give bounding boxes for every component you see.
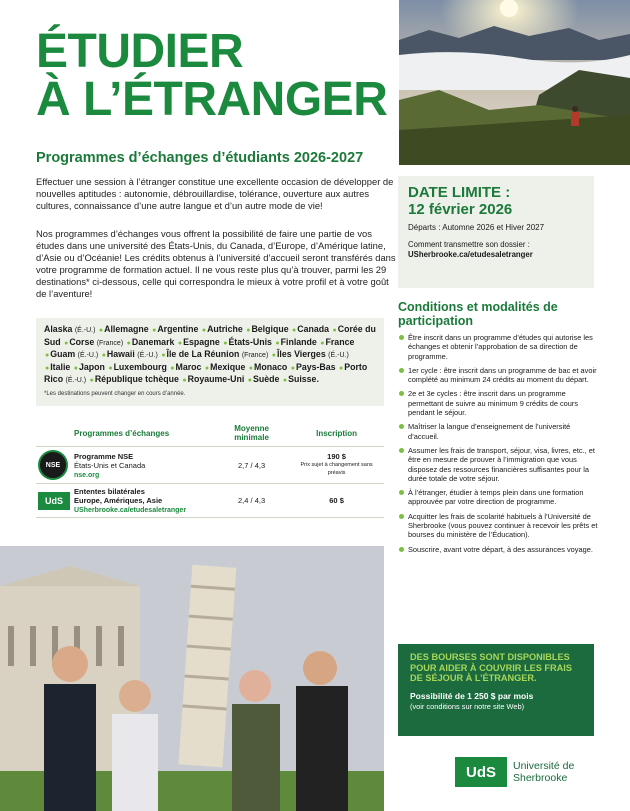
table-row	[36, 447, 384, 484]
destination-suffix: (É.-U.)	[65, 377, 87, 385]
destination-name: Luxembourg	[113, 361, 167, 372]
students-pisa-photo	[0, 546, 384, 811]
condition-item: Maîtriser la langue d’enseignement de l’université d’accueil.	[398, 422, 598, 441]
scholarship-box	[398, 644, 594, 736]
separator-dot-icon: ●	[89, 377, 94, 385]
destination-suffix: (É.-U.)	[74, 327, 96, 334]
separator-dot-icon: ●	[246, 327, 251, 334]
separator-dot-icon: ●	[73, 364, 78, 372]
scholarship-title: DES BOURSES SONT DISPONIBLES POUR AIDER À COUVRIR LES FRAIS DE SÉJOUR À L’ÉTRANGER.	[410, 652, 572, 683]
deadline-link[interactable]: USherbrooke.ca/etudesaletranger	[408, 250, 533, 259]
destination-name: Autriche	[207, 324, 243, 334]
destination-name: Canada	[297, 324, 330, 334]
deadline-box	[398, 176, 594, 288]
separator-dot-icon: ●	[152, 327, 157, 334]
program-region: États-Unis et Canada	[74, 460, 146, 470]
departures-text: Départs : Automne 2026 et Hiver 2027	[408, 223, 545, 232]
deadline-label: DATE LIMITE :	[408, 184, 511, 201]
intro-paragraph-1: Effectuer une session à l’étranger constitue une excellente occasion de développer de nouvelles aptitudes : autonomie, débrouillardise, tolérance, ouverture aux autres cultures, connaissance d’une autre langue et d’un autre mode de vie!	[36, 176, 394, 211]
separator-dot-icon: ●	[248, 364, 254, 372]
destination-suffix: (É.-U.)	[328, 352, 349, 360]
program-name: Programme NSE	[74, 451, 134, 461]
separator-dot-icon: ●	[101, 352, 106, 360]
scholarship-note: (voir conditions sur notre site Web)	[410, 701, 525, 711]
separator-dot-icon: ●	[45, 352, 50, 360]
university-name-line-2: Sherbrooke	[513, 772, 568, 784]
destination-name: Monaco	[254, 361, 288, 372]
destination-suffix: (France)	[241, 352, 269, 360]
separator-dot-icon: ●	[98, 327, 104, 334]
separator-dot-icon: ●	[292, 327, 297, 334]
separator-dot-icon: ●	[223, 339, 228, 347]
separator-dot-icon: ●	[182, 377, 187, 385]
destination-name: France	[325, 336, 355, 347]
title-line-1: ÉTUDIER	[36, 25, 244, 78]
uds-small-logo: UdS	[38, 492, 70, 510]
conditions-title: Conditions et modalités de participation	[398, 300, 558, 328]
separator-dot-icon: ●	[45, 364, 50, 372]
separator-dot-icon: ●	[290, 364, 295, 372]
condition-item: Être inscrit dans un programme d’études qui autorise les échanges et obtenir l’approbation de sa direction de programme.	[398, 333, 598, 361]
destination-name: République tchèque	[94, 374, 179, 385]
university-name-line-1: Université de	[513, 760, 575, 772]
table-row	[36, 484, 384, 518]
destination-name: Allemagne	[104, 324, 149, 334]
destination-name: Suisse.	[288, 374, 319, 385]
destination-name: Alaska	[44, 324, 73, 334]
destination-name: Hawaii	[106, 349, 135, 360]
separator-dot-icon: ●	[339, 364, 344, 372]
program-fee: 60 $	[329, 495, 344, 505]
destination-name: Corse	[69, 336, 95, 347]
separator-dot-icon: ●	[247, 377, 252, 385]
page-title	[36, 25, 396, 126]
condition-item: 1er cycle : être inscrit dans un programme de bac et avoir complété au minimum 24 crédits au moment du départ.	[398, 366, 598, 385]
separator-dot-icon: ●	[161, 352, 166, 360]
nse-logo: NSE	[38, 450, 68, 480]
program-average: 2,4 / 4,3	[214, 484, 289, 518]
destination-name: Italie	[50, 361, 71, 372]
separator-dot-icon: ●	[201, 327, 207, 334]
destination-name: Île de La Réunion	[166, 349, 240, 360]
header-average: Moyenne minimale	[214, 420, 289, 447]
destination-name: Îles Vierges	[276, 349, 326, 360]
mountain-photo	[399, 0, 630, 165]
destination-name: États-Unis	[228, 336, 272, 347]
separator-dot-icon: ●	[271, 352, 276, 360]
separator-dot-icon: ●	[177, 339, 183, 347]
destination-name: Mexique	[210, 361, 246, 372]
scholarship-amount: Possibilité de 1 250 $ par mois	[410, 690, 534, 701]
destination-name: Royaume-Uni	[187, 374, 245, 385]
condition-item: À l’étranger, étudier à temps plein dans une formation approuvée par votre direction de programme.	[398, 488, 598, 507]
destination-name: Pays-Bas	[295, 361, 336, 372]
header-fee: Inscription	[289, 420, 384, 447]
destination-suffix: (É.-U.)	[137, 352, 158, 360]
program-average: 2,7 / 4,3	[214, 447, 289, 484]
programs-table	[36, 420, 384, 518]
destination-name: Guam	[50, 349, 76, 360]
destination-name: Porto Rico	[44, 361, 368, 385]
destination-name: Belgique	[251, 324, 289, 334]
destinations-note: *Les destinations peuvent changer en cours d’année.	[44, 391, 186, 397]
separator-dot-icon: ●	[332, 327, 337, 334]
destination-name: Finlande	[280, 336, 317, 347]
destination-name: Corée du Sud	[44, 324, 376, 347]
destination-name: Argentine	[157, 324, 199, 334]
separator-dot-icon: ●	[170, 364, 175, 372]
separator-dot-icon: ●	[320, 339, 325, 347]
destination-name: Suède	[252, 374, 280, 385]
conditions-list	[398, 333, 598, 559]
destination-suffix: (É.-U.)	[77, 352, 99, 360]
deadline-date: 12 février 2026	[408, 201, 513, 218]
condition-item: Assumer les frais de transport, séjour, visa, livres, etc., et être en mesure de prouver à l’immigration que vous disposez des ressources financières suffisantes pour la durée totale de votre séjour.	[398, 446, 598, 483]
how-to-submit: Comment transmettre son dossier :	[408, 240, 530, 249]
program-fee: 190 $	[327, 452, 346, 461]
intro-paragraph-2: Nos programmes d’échanges vous offrent la possibilité de faire une partie de vos études dans une université des États-Unis, du Canada, d’Europe, d’Amérique latine, d’Asie ou d’Océanie! Les crédits obtenus à l’université d’accueil seront transférés dans votre programme de formation actuel. Il ne vous reste plus qu’à trouver, parmi les 29 destinations* ci-dessous, celle qui correspondra le mieux à votre profil et à votre goût de l’aventure!	[36, 228, 396, 299]
uds-logo-mark: UdS	[455, 757, 507, 787]
table-header-row	[36, 420, 384, 447]
subtitle: Programmes d’échanges d’étudiants 2026-2027	[36, 150, 364, 166]
program-link[interactable]: nse.org	[74, 471, 100, 479]
separator-dot-icon: ●	[126, 339, 131, 347]
destination-name: Espagne	[183, 336, 220, 347]
condition-item: Souscrire, avant votre départ, à des assurances voyage.	[398, 545, 598, 554]
program-name: Ententes bilatérales	[74, 487, 145, 496]
separator-dot-icon: ●	[64, 339, 69, 347]
title-line-2: À L’ÉTRANGER	[36, 73, 388, 126]
destination-name: Japon	[78, 361, 105, 372]
destination-name: Maroc	[175, 361, 202, 372]
separator-dot-icon: ●	[275, 339, 280, 347]
header-programs: Programmes d’échanges	[72, 420, 214, 447]
program-link[interactable]: USherbrooke.ca/etudesaletranger	[74, 507, 187, 514]
condition-item: 2e et 3e cycles : être inscrit dans un programme permettant de suivre au minimum 9 crédits de cours pendant le séjour.	[398, 389, 598, 417]
program-fee-note: Prix sujet à changement sans préavis	[300, 462, 373, 476]
destination-name: Danemark	[131, 336, 175, 347]
destination-suffix: (France)	[96, 339, 124, 347]
university-logo	[455, 757, 574, 787]
separator-dot-icon: ●	[282, 377, 288, 385]
separator-dot-icon: ●	[108, 364, 113, 372]
program-region: Europe, Amériques, Asie	[74, 496, 163, 505]
condition-item: Acquitter les frais de scolarité habituels à l’Université de Sherbrooke (vous pouvez continuer à recevoir les prêts et bourses du ministère de l’Éducation).	[398, 512, 598, 540]
separator-dot-icon: ●	[204, 364, 210, 372]
